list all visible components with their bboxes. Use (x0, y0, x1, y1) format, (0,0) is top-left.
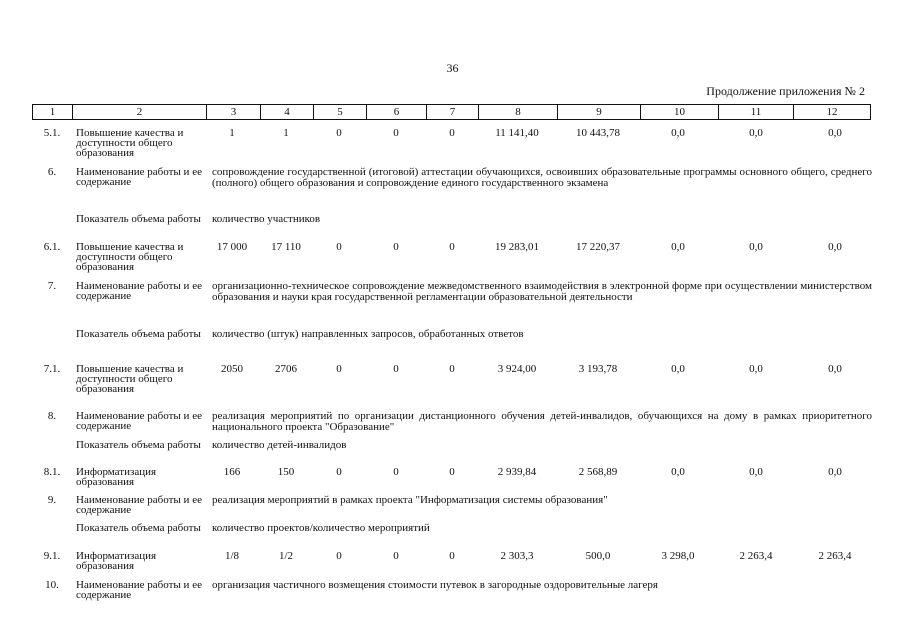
row-label: Повышение качества и доступности общего образования (76, 363, 184, 395)
row-label: Показатель объема работы (76, 328, 201, 340)
column-number-1: 1 (32, 105, 72, 119)
value-cell-col6: 0 (393, 363, 399, 375)
column-number-11: 11 (718, 105, 793, 119)
row-description: организационно-техническое сопровождение межведомственного взаимодействия в электронной форме при осуществлении министерством образования и науки края государственной регламентации образовательной деятельности (212, 280, 872, 303)
value-cell-col10: 0,0 (671, 466, 685, 478)
row-number: 9.1. (43, 550, 61, 562)
value-cell-col8: 11 141,40 (495, 127, 539, 139)
row-label: Показатель объема работы (76, 439, 201, 451)
column-number-5: 5 (313, 105, 366, 119)
continuation-note: Продолжение приложения № 2 (706, 84, 865, 98)
value-cell-col6: 0 (393, 466, 399, 478)
column-number-9: 9 (557, 105, 640, 119)
row-description: количество проектов/количество мероприятий (212, 522, 430, 534)
row-description: реализация мероприятий в рамках проекта "Информатизация системы образования" (212, 494, 608, 506)
value-cell-col8: 3 924,00 (497, 363, 537, 375)
value-cell-col12: 0,0 (828, 127, 842, 139)
value-cell-col3: 17 000 (216, 241, 248, 253)
value-cell-col5: 0 (336, 363, 342, 375)
column-number-8: 8 (478, 105, 557, 119)
value-cell-col11: 0,0 (749, 363, 763, 375)
row-description: реализация мероприятий по организации дистанционного обучения детей-инвалидов, обучающихся на дому в рамках приоритетного национального проекта "Образование" (212, 410, 872, 433)
value-cell-col9: 500,0 (585, 550, 611, 562)
value-cell-col4: 1/2 (278, 550, 294, 562)
row-label: Показатель объема работы (76, 213, 201, 225)
column-number-10: 10 (640, 105, 718, 119)
value-cell-col10: 0,0 (671, 363, 685, 375)
row-label: Информатизация образования (76, 550, 157, 572)
value-cell-col12: 0,0 (828, 466, 842, 478)
column-number-4: 4 (260, 105, 313, 119)
value-cell-col7: 0 (449, 241, 455, 253)
row-number: 6.1. (43, 241, 61, 253)
value-cell-col10: 3 298,0 (661, 550, 695, 562)
value-cell-col4: 1 (283, 127, 289, 139)
row-label: Повышение качества и доступности общего образования (76, 241, 184, 273)
column-number-12: 12 (793, 105, 870, 119)
column-number-6: 6 (366, 105, 426, 119)
column-number-3: 3 (206, 105, 260, 119)
row-label: Наименование работы и ее содержание (76, 410, 202, 432)
row-description: количество (штук) направленных запросов, обработанных ответов (212, 328, 524, 340)
value-cell-col11: 2 263,4 (739, 550, 773, 562)
value-cell-col7: 0 (449, 127, 455, 139)
column-number-7: 7 (426, 105, 478, 119)
value-cell-col3: 1/8 (224, 550, 240, 562)
value-cell-col12: 2 263,4 (818, 550, 852, 562)
value-cell-col11: 0,0 (749, 466, 763, 478)
value-cell-col4: 2706 (275, 363, 297, 375)
row-number: 9. (47, 494, 57, 506)
row-label: Наименование работы и ее содержание (76, 579, 202, 601)
row-number: 6. (47, 166, 57, 178)
value-cell-col8: 2 939,84 (497, 466, 537, 478)
value-cell-col3: 1 (229, 127, 235, 139)
value-cell-col11: 0,0 (749, 241, 763, 253)
value-cell-col6: 0 (393, 127, 399, 139)
value-cell-col9: 10 443,78 (576, 127, 620, 139)
row-number: 8.1. (43, 466, 61, 478)
value-cell-col3: 166 (223, 466, 241, 478)
value-cell-col6: 0 (393, 241, 399, 253)
value-cell-col5: 0 (336, 127, 342, 139)
value-cell-col3: 2050 (221, 363, 243, 375)
row-number: 7.1. (43, 363, 61, 375)
value-cell-col9: 2 568,89 (578, 466, 618, 478)
value-cell-col12: 0,0 (828, 363, 842, 375)
row-description: количество детей-инвалидов (212, 439, 347, 451)
value-cell-col9: 3 193,78 (578, 363, 618, 375)
value-cell-col4: 150 (277, 466, 295, 478)
row-label: Информатизация образования (76, 466, 157, 488)
row-label: Повышение качества и доступности общего образования (76, 127, 184, 159)
row-description: сопровождение государственной (итоговой) аттестации обучающихся, освоивших образовательные программы основного общего, среднего (полного) общего образования и сопровождение единого государственного экзамена (212, 166, 872, 189)
value-cell-col5: 0 (336, 466, 342, 478)
value-cell-col5: 0 (336, 241, 342, 253)
value-cell-col9: 17 220,37 (576, 241, 620, 253)
value-cell-col10: 0,0 (671, 241, 685, 253)
value-cell-col11: 0,0 (749, 127, 763, 139)
value-cell-col4: 17 110 (271, 241, 301, 253)
column-number-2: 2 (72, 105, 206, 119)
value-cell-col7: 0 (449, 363, 455, 375)
row-label: Наименование работы и ее содержание (76, 166, 202, 188)
value-cell-col5: 0 (336, 550, 342, 562)
column-number-header (32, 104, 871, 120)
row-description: организация частичного возмещения стоимости путевок в загородные оздоровительные лагеря (212, 579, 658, 591)
value-cell-col8: 2 303,3 (500, 550, 534, 562)
value-cell-col12: 0,0 (828, 241, 842, 253)
value-cell-col8: 19 283,01 (495, 241, 539, 253)
value-cell-col10: 0,0 (671, 127, 685, 139)
row-number: 10. (45, 579, 59, 591)
page-number: 36 (446, 61, 459, 75)
value-cell-col7: 0 (449, 466, 455, 478)
row-number: 7. (47, 280, 57, 292)
value-cell-col7: 0 (449, 550, 455, 562)
row-number: 5.1. (43, 127, 61, 139)
row-description: количество участников (212, 213, 321, 225)
value-cell-col6: 0 (393, 550, 399, 562)
row-label: Наименование работы и ее содержание (76, 494, 202, 516)
row-label: Наименование работы и ее содержание (76, 280, 202, 302)
row-label: Показатель объема работы (76, 522, 201, 534)
row-number: 8. (47, 410, 57, 422)
